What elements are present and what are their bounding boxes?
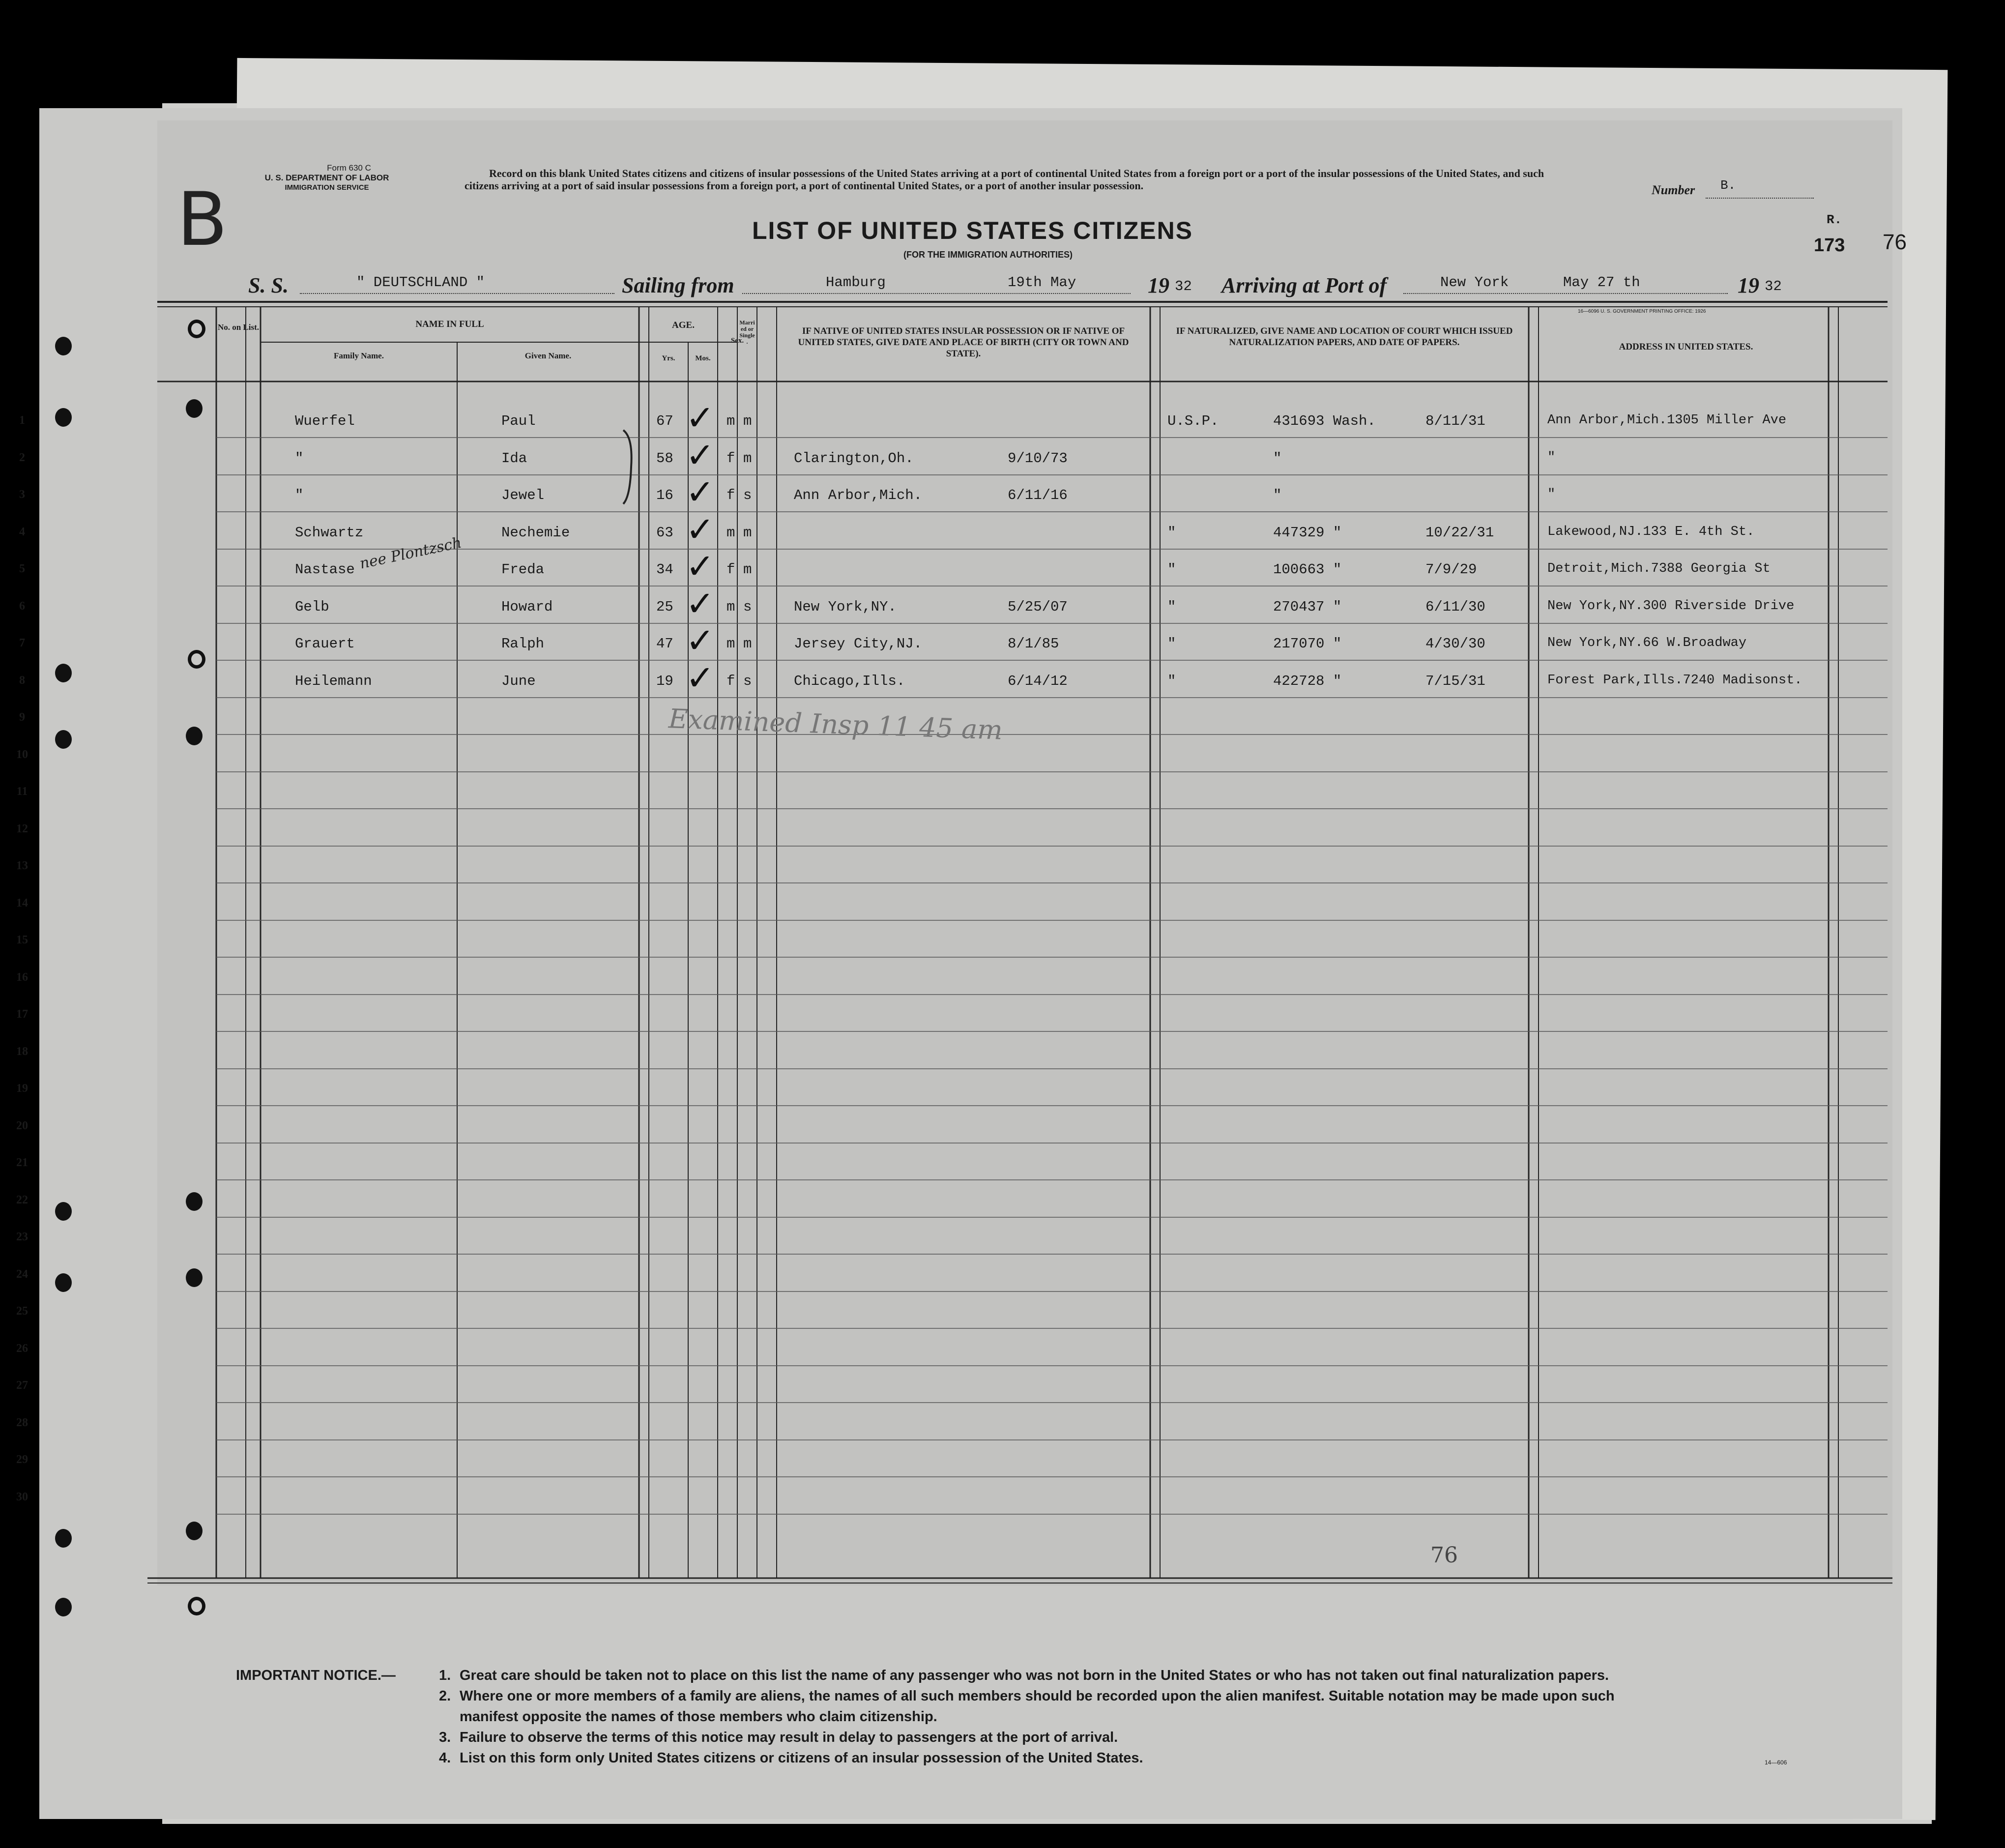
row-number: 12 [16,822,28,835]
age-years: 63 [656,525,673,541]
ship-name: " DEUTSCHLAND " [356,274,485,291]
printer-note: 16—6096 U. S. GOVERNMENT PRINTING OFFICE: 1926 [1578,309,1706,314]
given-name: Nechemie [501,525,570,541]
r-label: R. [1827,212,1842,227]
birth-date: 6/14/12 [1008,673,1068,689]
naturalization-court: " [1167,673,1176,689]
sex: f [726,450,735,467]
row-number: 20 [16,1119,28,1132]
row-number: 6 [19,600,25,613]
naturalization-court: " [1167,525,1176,541]
row-number: 30 [16,1491,28,1503]
check-mark: ✓ [686,584,715,624]
age-years: 19 [656,673,673,689]
family-name: Wuerfel [295,413,355,429]
marital-status: m [743,413,752,429]
family-name: Schwartz [295,525,364,541]
birth-place: New York,NY. [794,599,897,615]
notice-item-number: 4. [439,1750,451,1766]
birth-date: 6/11/16 [1008,487,1068,503]
arrival-port: New York [1440,274,1509,291]
naturalization-date: 6/11/30 [1425,599,1485,615]
row-number: 21 [16,1156,28,1169]
sex: m [726,413,735,429]
form-title: LIST OF UNITED STATES CITIZENS [752,217,1193,244]
col-naturalized: IF NATURALIZED, GIVE NAME AND LOCATION OF COURT WHICH ISSUED NATURALIZATION PAPERS, AND DATE OF PAPERS. [1176,326,1513,348]
naturalization-number: 270437 " [1273,599,1342,615]
notice-item-number: 1. [439,1668,451,1683]
row-number: 26 [16,1342,28,1355]
handwritten-nee-note: nee Plontzsch [358,534,464,573]
birth-place: Ann Arbor,Mich. [794,487,923,503]
given-name: Ida [501,450,527,467]
given-name: Jewel [501,487,545,503]
age-years: 58 [656,450,673,467]
page-stamp-right: 76 [1883,230,1907,254]
notice-item-text: Failure to observe the terms of this notice may result in delay to passengers at the port of arrival. [460,1730,1118,1745]
naturalization-date: 7/15/31 [1425,673,1485,689]
us-address: " [1547,450,1556,465]
row-number: 25 [16,1305,28,1318]
notice-item-text: Great care should be taken not to place on this list the name of any passenger who was not born in the United States or who has not taken out final naturalization papers. [460,1668,1609,1683]
page-stamp: 173 [1814,235,1845,256]
row-number: 13 [16,859,28,872]
marital-status: m [743,561,752,578]
col-sex: Sex. [730,337,744,345]
col-married-single: Married or Single. [739,319,755,345]
naturalization-number: 422728 " [1273,673,1342,689]
form-number: Form 630 C [327,163,371,173]
given-name: Ralph [501,636,545,652]
age-years: 47 [656,636,673,652]
col-no-on-list: No. on List. [217,323,260,332]
birth-place: Clarington,Oh. [794,450,914,467]
family-name: Nastase [295,561,355,578]
row-number: 27 [16,1379,28,1392]
col-mos: Mos. [695,354,711,362]
naturalization-court: " [1167,636,1176,652]
marital-status: s [743,599,752,615]
notice-item-text: manifest opposite the names of those members who claim citizenship. [460,1709,937,1725]
marital-status: m [743,450,752,467]
notice-item-number: 3. [439,1730,451,1745]
col-address: ADDRESS IN UNITED STATES. [1619,342,1753,352]
arrival-year: 32 [1765,278,1782,294]
marital-status: s [743,673,752,689]
sex: m [726,636,735,652]
sex: m [726,525,735,541]
handwritten-letter: B [177,177,228,263]
row-number: 28 [16,1416,28,1429]
col-family-name: Family Name. [334,351,384,360]
handwritten-footer-number: 76 [1430,1543,1458,1568]
family-name: " [295,450,304,467]
naturalization-date: 10/22/31 [1425,525,1494,541]
row-number: 23 [16,1231,28,1243]
number-value: B. [1720,178,1736,193]
given-name: June [501,673,536,689]
service-name: IMMIGRATION SERVICE [285,183,369,192]
age-years: 25 [656,599,673,615]
given-name: Howard [501,599,553,615]
row-number: 3 [19,488,25,501]
sex: f [726,673,735,689]
naturalization-number: 217070 " [1273,636,1342,652]
sailing-from-label: Sailing from [622,273,734,297]
check-mark: ✓ [686,546,715,587]
notice-item-number: 2. [439,1688,451,1704]
notice-form-code: 14—606 [1765,1759,1787,1766]
ss-label: S. S. [248,273,289,297]
row-number: 29 [16,1453,28,1466]
us-address: Forest Park,Ills.7240 Madisonst. [1547,673,1802,688]
row-number: 2 [19,451,25,464]
from-port: Hamburg [826,274,886,291]
naturalization-number: 100663 " [1273,561,1342,578]
row-number: 24 [16,1268,28,1281]
row-number: 8 [19,674,25,687]
row-number: 11 [16,785,28,798]
sex: m [726,599,735,615]
age-years: 16 [656,487,673,503]
naturalization-date: 7/9/29 [1425,561,1477,578]
check-mark: ✓ [686,435,715,475]
us-address: " [1547,487,1556,502]
form-instructions: Record on this blank United States citizens and citizens of insular possessions of the United States arriving at a port of continental United States from a foreign port or a port of the insular possessions of the United States, and such citizens arriving at a port of said insular possessions from a foreign port, a port of continental United States, or a port of another insular possession. [465,167,1544,192]
family-name: " [295,487,304,503]
notice-item-text: List on this form only United States citizens or citizens of an insular possession of the United States. [460,1750,1143,1766]
col-birth: IF NATIVE OF UNITED STATES INSULAR POSSESSION OR IF NATIVE OF UNITED STATES, GIVE DATE AND PLACE OF BIRTH (CITY OR TOWN AND STATE). [798,326,1129,359]
check-mark: ✓ [686,472,715,512]
row-number: 15 [16,934,28,946]
row-number: 16 [16,971,28,984]
family-bracket [619,428,639,506]
row-number: 18 [16,1045,28,1058]
arrival-date: May 27 th [1563,274,1640,291]
row-number: 4 [19,526,25,538]
naturalization-number: 431693 Wash. [1273,413,1376,429]
check-mark: ✓ [686,509,715,550]
row-number: 19 [16,1082,28,1095]
row-number: 17 [16,1008,28,1021]
sex: f [726,561,735,578]
marital-status: m [743,525,752,541]
col-name-in-full: NAME IN FULL [415,319,484,329]
row-number: 22 [16,1194,28,1206]
naturalization-number: " [1273,487,1282,503]
marital-status: m [743,636,752,652]
family-name: Grauert [295,636,355,652]
birth-date: 9/10/73 [1008,450,1068,467]
row-number: 9 [19,711,25,724]
naturalization-date: 8/11/31 [1425,413,1485,429]
us-address: New York,NY.66 W.Broadway [1547,636,1747,650]
family-name: Gelb [295,599,329,615]
sail-year: 32 [1175,278,1192,294]
birth-place: Jersey City,NJ. [794,636,923,652]
check-mark: ✓ [686,398,715,438]
department-name: U. S. DEPARTMENT OF LABOR [264,173,389,182]
birth-date: 5/25/07 [1008,599,1068,615]
naturalization-court: " [1167,561,1176,578]
year-prefix: 19 [1148,273,1169,297]
naturalization-number: " [1273,450,1282,467]
year-prefix-2: 19 [1738,273,1759,297]
naturalization-number: 447329 " [1273,525,1342,541]
birth-date: 8/1/85 [1008,636,1059,652]
arriving-label: Arriving at Port of [1221,273,1387,297]
notice-heading: IMPORTANT NOTICE.— [236,1668,396,1683]
row-number: 14 [16,897,28,909]
col-yrs: Yrs. [662,354,675,362]
naturalization-court: " [1167,599,1176,615]
notice-item-text: Where one or more members of a family are aliens, the names of all such members should be recorded upon the alien manifest. Suitable notation may be made upon such [460,1688,1615,1704]
age-years: 67 [656,413,673,429]
us-address: Lakewood,NJ.133 E. 4th St. [1547,525,1755,539]
us-address: Ann Arbor,Mich.1305 Miller Ave [1547,413,1787,428]
us-address: Detroit,Mich.7388 Georgia St [1547,561,1771,576]
sex: f [726,487,735,503]
row-number: 10 [16,748,28,761]
number-label: Number [1652,183,1695,197]
family-name: Heilemann [295,673,372,689]
handwritten-row9-note: Examined Insp 11 45 am [668,703,1003,746]
sail-date: 19th May [1008,274,1076,291]
check-mark: ✓ [686,620,715,661]
col-given-name: Given Name. [524,351,572,360]
row-number: 1 [19,414,25,427]
check-mark: ✓ [686,658,715,698]
given-name: Freda [501,561,545,578]
marital-status: s [743,487,752,503]
naturalization-court: U.S.P. [1167,413,1219,429]
naturalization-date: 4/30/30 [1425,636,1485,652]
row-number: 5 [19,562,25,575]
given-name: Paul [501,413,536,429]
us-address: New York,NY.300 Riverside Drive [1547,599,1795,614]
birth-place: Chicago,Ills. [794,673,905,689]
row-number: 7 [19,637,25,649]
form-subtitle: (FOR THE IMMIGRATION AUTHORITIES) [903,250,1073,260]
age-years: 34 [656,561,673,578]
col-age: AGE. [672,320,695,330]
